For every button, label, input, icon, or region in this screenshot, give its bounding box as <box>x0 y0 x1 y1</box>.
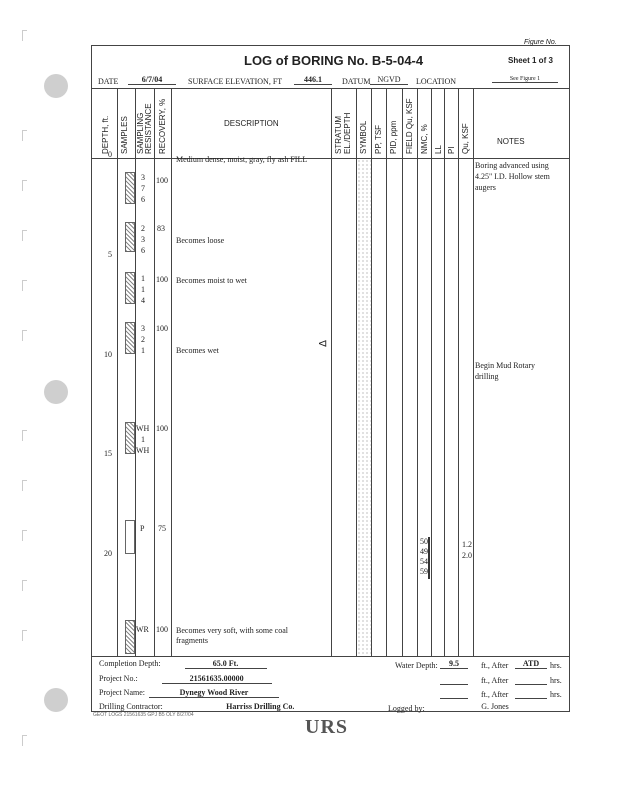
figure-no: Figure No. <box>524 39 557 46</box>
margin-tick <box>22 30 27 41</box>
after-value: ATD <box>515 659 547 669</box>
contractor-label: Drilling Contractor: <box>99 702 163 711</box>
after-blank <box>515 698 547 699</box>
recovery-value: 100 <box>156 176 168 185</box>
description-text: Becomes moist to wet <box>176 276 247 285</box>
col-divider <box>171 88 172 656</box>
water-depth-value: 9.5 <box>440 659 468 669</box>
col-divider <box>431 88 432 656</box>
col-divider <box>386 88 387 656</box>
urs-logo: URS <box>305 716 349 738</box>
recovery-value: 100 <box>156 275 168 284</box>
recovery-value: 75 <box>158 524 166 533</box>
nmc-value: 54 <box>420 557 428 566</box>
recovery-value: 100 <box>156 324 168 333</box>
stratum-symbol-fill <box>357 159 371 656</box>
header-pi: PI <box>447 146 456 154</box>
datum-value: NGVD <box>370 75 408 85</box>
water-level-icon: ∇ <box>315 340 327 347</box>
margin-tick <box>22 735 27 746</box>
note-text: Boring advanced using 4.25" I.D. Hollow stem augers <box>475 161 550 192</box>
logged-by-label: Logged by: <box>388 704 425 713</box>
logged-by-value: G. Jones <box>440 702 550 712</box>
margin-tick <box>22 480 27 491</box>
completion-row <box>99 659 267 669</box>
col-divider <box>444 88 445 656</box>
col-divider <box>331 88 332 656</box>
resistance-value: WH <box>136 446 150 455</box>
nmc-bar <box>428 537 430 579</box>
resistance-value: 3 <box>141 173 145 182</box>
water-depth-label: Water Depth: <box>395 661 438 670</box>
binder-hole <box>44 688 68 712</box>
project-name-value: Dynegy Wood River <box>149 688 279 698</box>
water-depth-blank <box>440 698 468 699</box>
completion-label: Completion Depth: <box>99 659 161 668</box>
depth-tick-10: 10 <box>104 350 112 359</box>
header-notes: NOTES <box>497 137 525 146</box>
project-name-label: Project Name: <box>99 688 145 697</box>
elevation-value: 446.1 <box>294 75 332 85</box>
col-divider <box>371 88 372 656</box>
sample-bar <box>125 322 135 354</box>
header-depth: DEPTH, ft. <box>101 115 110 154</box>
report-code: GEOT LOGS 21561635 GPJ B5 OLY 8/27/04 <box>93 712 194 718</box>
header-pp: PP, TSF <box>374 124 383 154</box>
resistance-value: 2 <box>141 224 145 233</box>
sheet-number: Sheet 1 of 3 <box>508 56 553 65</box>
sample-bar <box>125 620 135 654</box>
header-qu: Qu, KSF <box>461 123 470 154</box>
header-pid: PID, ppm <box>389 120 398 154</box>
resistance-value: WR <box>136 625 149 634</box>
sample-bar <box>125 520 135 554</box>
binder-hole <box>44 74 68 98</box>
project-no-value: 21561635.00000 <box>162 674 272 684</box>
margin-tick <box>22 330 27 341</box>
footer-rule <box>91 656 569 657</box>
header-ll: LL <box>434 145 443 154</box>
margin-tick <box>22 530 27 541</box>
header-samples: SAMPLES <box>120 116 129 154</box>
resistance-value: 4 <box>141 296 145 305</box>
resistance-value: 1 <box>141 435 145 444</box>
contractor-value: Harriss Drilling Co. <box>173 702 348 712</box>
datum-label: DATUM <box>342 77 371 86</box>
nmc-value: 59 <box>420 567 428 576</box>
col-divider <box>135 88 136 656</box>
resistance-value: 6 <box>141 246 145 255</box>
col-divider <box>402 88 403 656</box>
description-text: Becomes loose <box>176 236 225 245</box>
header-nmc: NMC, % <box>420 124 429 154</box>
margin-tick <box>22 580 27 591</box>
header-sampling-resistance: SAMPLING RESISTANCE <box>136 103 153 154</box>
margin-tick <box>22 630 27 641</box>
sample-bar <box>125 172 135 204</box>
margin-tick <box>22 230 27 241</box>
hrs-label: hrs. <box>550 661 562 670</box>
date-label: DATE <box>98 77 119 86</box>
after-blank <box>515 684 547 685</box>
margin-tick <box>22 130 27 141</box>
note-text: Begin Mud Rotary drilling <box>475 361 535 381</box>
resistance-value: P <box>140 524 145 533</box>
date-value: 6/7/04 <box>128 75 176 85</box>
hrs-label: hrs. <box>550 690 562 699</box>
project-name-row <box>99 688 279 698</box>
location-label: LOCATION <box>416 77 456 86</box>
description-text: Becomes very soft, with some coal fragments <box>176 626 288 645</box>
recovery-value: 100 <box>156 625 168 634</box>
header-symbol: SYMBOL <box>359 120 368 154</box>
resistance-value: 1 <box>141 274 145 283</box>
resistance-value: 6 <box>141 195 145 204</box>
recovery-value: 100 <box>156 424 168 433</box>
col-divider <box>473 88 474 656</box>
col-divider <box>117 88 118 656</box>
header-field-qu: FIELD Qu, KSF <box>405 98 414 154</box>
resistance-value: 2 <box>141 335 145 344</box>
column-header-rule <box>91 158 569 159</box>
log-title: LOG of BORING No. B-5-04-4 <box>244 53 424 68</box>
margin-tick <box>22 280 27 291</box>
resistance-value: 1 <box>141 285 145 294</box>
nmc-value: 49 <box>420 547 428 556</box>
resistance-value: 3 <box>141 235 145 244</box>
recovery-value: 83 <box>157 224 165 233</box>
header-stratum: STRATUM EL./DEPTH <box>334 112 352 154</box>
ft-after-label: ft., After <box>481 676 509 685</box>
water-depth-blank <box>440 684 468 685</box>
sample-bar <box>125 272 135 304</box>
sample-bar <box>125 422 135 454</box>
col-divider <box>154 88 155 656</box>
sample-bar <box>125 222 135 252</box>
qu-value: 2.0 <box>462 551 472 560</box>
margin-tick <box>22 430 27 441</box>
completion-value: 65.0 Ft. <box>185 659 267 669</box>
margin-tick <box>22 180 27 191</box>
contractor-row <box>99 702 348 712</box>
project-no-label: Project No.: <box>99 674 138 683</box>
depth-tick-15: 15 <box>104 449 112 458</box>
resistance-value: 1 <box>141 346 145 355</box>
description-text: Becomes wet <box>176 346 219 355</box>
resistance-value: 7 <box>141 184 145 193</box>
nmc-value: 50 <box>420 537 428 546</box>
location-value: See Figure 1 <box>492 76 558 83</box>
description-text: Medium dense, moist, gray, fly ash FILL <box>176 155 308 164</box>
header-rule <box>91 88 569 89</box>
elevation-label: SURFACE ELEVATION, FT <box>188 77 283 86</box>
ft-after-label: ft., After <box>481 661 509 670</box>
depth-tick-0: 0 <box>108 150 112 159</box>
col-divider <box>458 88 459 656</box>
resistance-value: 3 <box>141 324 145 333</box>
col-divider <box>417 88 418 656</box>
depth-tick-5: 5 <box>108 250 112 259</box>
binder-hole <box>44 380 68 404</box>
header-recovery: RECOVERY, % <box>158 98 167 154</box>
project-no-row <box>99 674 272 684</box>
qu-value: 1.2 <box>462 540 472 549</box>
header-description: DESCRIPTION <box>224 119 279 128</box>
ft-after-label: ft., After <box>481 690 509 699</box>
depth-tick-20: 20 <box>104 549 112 558</box>
resistance-value: WH <box>136 424 150 433</box>
hrs-label: hrs. <box>550 676 562 685</box>
